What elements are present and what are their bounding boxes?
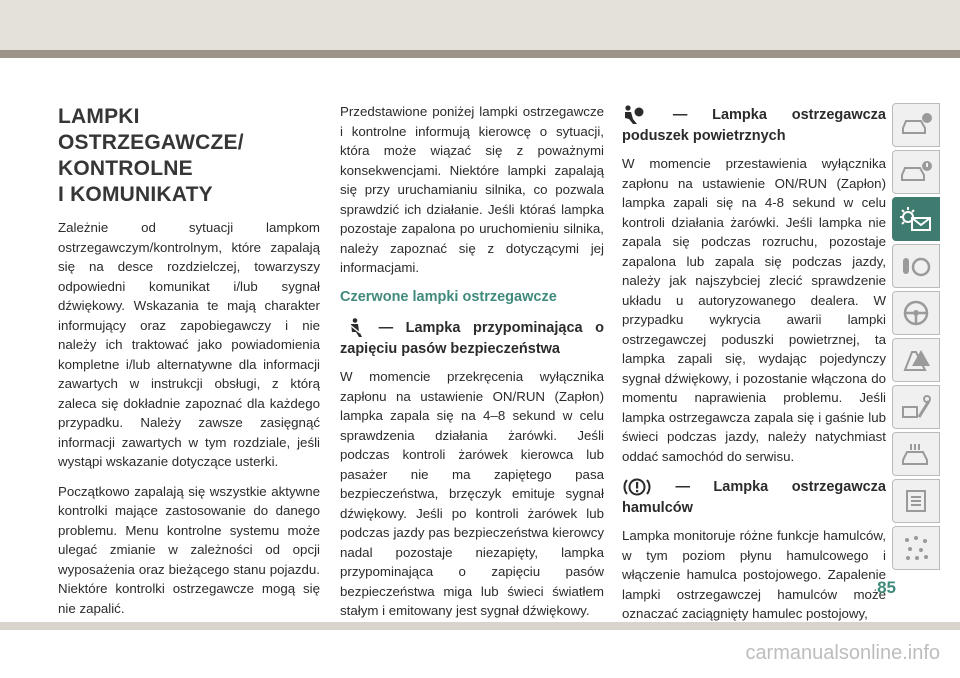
airbag-icon: [622, 104, 648, 126]
tab-warning-lights[interactable]: [892, 197, 940, 241]
seatbelt-heading-text: — Lampka przypominająca o zapięciu pasów bezpieczeństwa: [340, 319, 604, 357]
warning-light-envelope-icon: [898, 205, 934, 233]
tab-emergency[interactable]: [892, 338, 940, 382]
technical-data-icon: [899, 440, 933, 468]
airbag-text: W momencie przestawienia wyłącznika zapłonu na ustawienie ON/RUN (Zapłon) lampka zapali się na 4-8 sekund w celu kontroli działania żarówki. Jeśli lampka nie zapala się podczas rozruchu, pozostaje zapalona lub zapala się podczas jazdy, należy jak najszybciej zlecić sprawdzenie układu u autoryzowanego dealera. W przypadku wykrycia awarii lampki ostrzegawczej poduszki powietrznej, ta lampka zapali się, wydając pojedynczy sygnał dźwiękowy, i pozostanie włączona do momentu naprawienia problemu. Jeśli lampka ostrzegawcza zapala się i gaśnie lub świeci podczas jazdy, należy natychmiast oddać samochód do serwisu.: [622, 156, 886, 464]
car-info-icon: [899, 112, 933, 138]
section-heading: Czerwone lampki ostrzegawcze: [340, 288, 557, 305]
page-title: [58, 104, 320, 208]
tab-car-alert[interactable]: [892, 150, 940, 194]
alphabet-index-icon: [899, 532, 933, 564]
title-line: LAMPKI OSTRZEGAWCZE/: [58, 105, 244, 154]
warning-intro: Przedstawione poniżej lampki ostrzegawcze i kontrolne informują kierowcę o sytuacji, która może wiązać się z poważnymi konsekwencjami. Niektóre lampki zapalają się przy uruchamianiu silnika, co pozwala sprawdzić ich działanie. Jeśli któraś lampka pozostaje zapalona po uruchomieniu silnika, należy zapoznać się z dotyczącymi jej informacjami.: [340, 104, 604, 275]
second-paragraph: Początkowo zapalają się wszystkie aktywne kontrolki mające zastosowanie do danego problemu. Menu kontrolne systemu może ulegać zmianie w zależności od opcji wyposażenia oraz bieżącego stanu pojazdu. Niektóre kontrolki ostrzegawcze mogą się nie zapalić.: [58, 483, 320, 616]
index-list-icon: [901, 487, 931, 515]
brake-heading: [622, 476, 886, 518]
column-3: [622, 104, 886, 634]
title-line: KONTROLNE: [58, 157, 193, 180]
airbag-heading: [622, 104, 886, 146]
brake-warning-icon: [622, 476, 652, 498]
page-number: 85: [877, 578, 896, 597]
watermark: carmanualsonline.info: [745, 642, 940, 664]
brake-text: Lampka monitoruje różne funkcje hamulców, w tym poziom płynu hamulcowego i włączenie hamulca postojowego. Zapalenie lampki ostrzegawczej hamulców może oznaczać zaciągnięty hamulec postojowy,: [622, 528, 886, 621]
seatbelt-heading: [340, 317, 604, 359]
road-warning-icon: [899, 346, 933, 374]
airbag-heading-text: — Lampka ostrzegawcza poduszek powietrznych: [622, 106, 886, 144]
footer-rule: [0, 622, 960, 630]
seatbelt-icon: [344, 317, 366, 339]
tab-driving[interactable]: [892, 291, 940, 335]
tab-car-info[interactable]: [892, 103, 940, 147]
header-rule: [0, 50, 960, 58]
tab-technical[interactable]: [892, 432, 940, 476]
engine-start-icon: [899, 252, 933, 280]
intro-paragraph: Zależnie od sytuacji lampkom ostrzegawczym/kontrolnym, które zapalają się na desce rozdzielczej, towarzyszy odpowiedni komunikat i/lub sygnał dźwiękowy. Wskazania te mają charakter informujący oraz zapobiegawczy i nie należy ich traktować jako powiadomienia kompletne i/lub alternatywne dla informacji zawartych w instrukcji obsługi, z którą zaleca się dokładnie zapoznać dla każdego przypadku. Należy zawsze zasięgnąć informacji zawartych w tym rozdziale, jeśli wystąpi wskazanie dotyczące usterki.: [58, 220, 320, 469]
tab-index[interactable]: [892, 526, 940, 570]
column-1: [58, 104, 320, 628]
tab-maintenance[interactable]: [892, 385, 940, 429]
brake-heading-text: — Lampka ostrzegawcza hamulców: [622, 478, 886, 516]
tab-multimedia[interactable]: [892, 479, 940, 523]
steering-wheel-icon: [901, 298, 931, 328]
column-2: [340, 102, 604, 631]
seatbelt-text: W momencie przekręcenia wyłącznika zapłonu na ustawienie ON/RUN (Zapłon) lampka zapala się na 4–8 sekund w celu sprawdzenia działania żarówki. Jeśli podczas kontroli żarówek kierowca lub pasażer nie ma zapiętego pasa bezpieczeństwa, brzęczyk emituje sygnał dźwiękowy. Jeśli po kontroli żarówek lub podczas jazdy pas bezpieczeństwa kierowcy nadal pozostaje niezapięty, lampka przypominająca o zapięciu pasów bezpieczeństwa miga lub świeci światłem stałym i emitowany jest sygnał dźwiękowy.: [340, 369, 604, 618]
tab-starting[interactable]: [892, 244, 940, 288]
maintenance-tools-icon: [899, 393, 933, 421]
chapter-tabs: [892, 103, 942, 573]
header-band: [0, 0, 960, 50]
car-alert-icon: [899, 159, 933, 185]
title-line: I KOMUNIKATY: [58, 183, 213, 206]
